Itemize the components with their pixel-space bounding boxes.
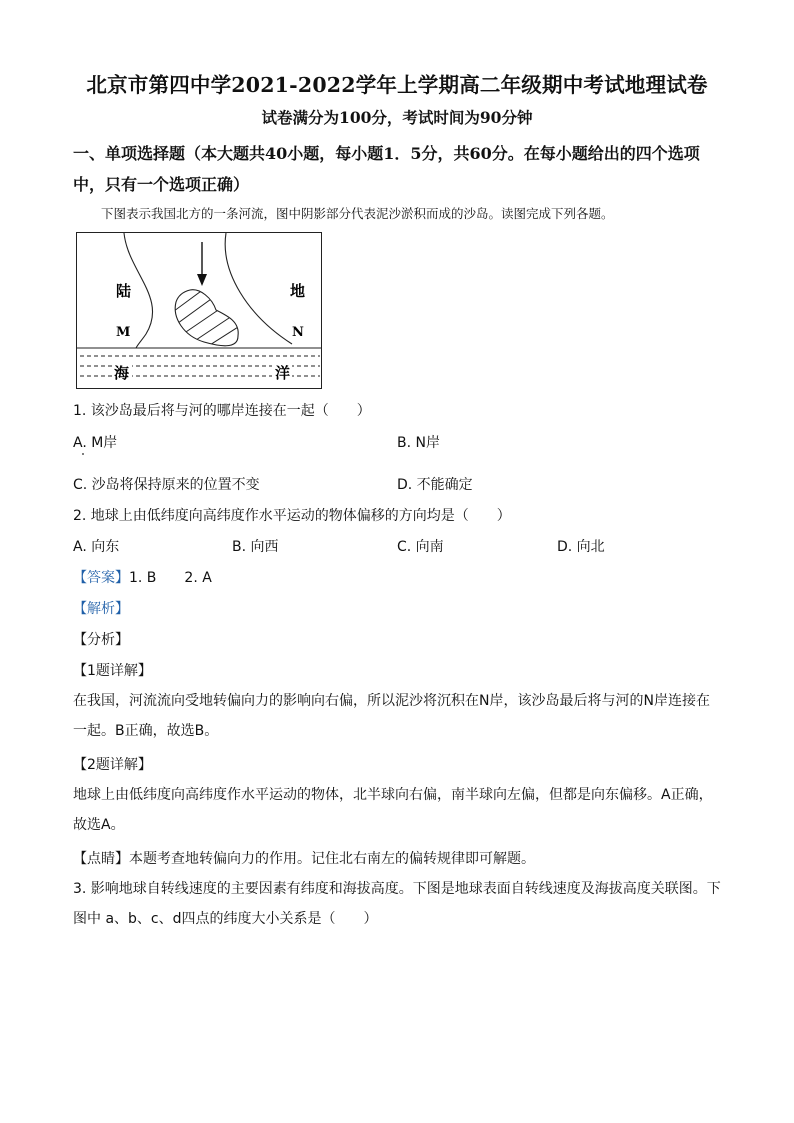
detail-1-label: 【1题详解】 bbox=[73, 663, 152, 679]
dianjing-label: 【点睛】 bbox=[73, 851, 129, 867]
question-2-option-a: A. 向东 bbox=[73, 539, 120, 555]
label-sea-left: 海 bbox=[114, 364, 130, 382]
answer-label: 【答案】 bbox=[73, 570, 129, 586]
question-1-option-a: A. M岸 bbox=[73, 435, 118, 451]
answer-row bbox=[73, 567, 212, 587]
question-2-option-b: B. 向西 bbox=[232, 539, 279, 555]
fenxi-label: 【分析】 bbox=[73, 632, 129, 648]
label-bank-m: M bbox=[116, 325, 131, 340]
answer-text: 1. B 2. A bbox=[129, 570, 212, 586]
page-title: 北京市第四中学2021-2022学年上学期高二年级期中考试地理试卷 bbox=[86, 73, 708, 97]
label-bank-n: N bbox=[292, 325, 304, 340]
exam-subtitle: 试卷满分为100分，考试时间为90分钟 bbox=[261, 108, 533, 127]
question-1-option-d: D. 不能确定 bbox=[397, 477, 473, 493]
dianjing-text: 本题考查地转偏向力的作用。记住北右南左的偏转规律即可解题。 bbox=[129, 851, 535, 867]
question-1-option-b: B. N岸 bbox=[397, 435, 440, 451]
question-2-option-c: C. 向南 bbox=[397, 539, 444, 555]
stray-dot bbox=[82, 453, 84, 455]
river-sand-island-figure bbox=[76, 232, 322, 390]
label-land-right: 地 bbox=[290, 282, 306, 300]
question-1-stem: 1. 该沙岛最后将与河的哪岸连接在一起（ ） bbox=[73, 403, 371, 419]
label-sea-right: 洋 bbox=[275, 364, 291, 382]
question-3-stem: 3. 影响地球自转线速度的主要因素有纬度和海拔高度。下图是地球表面自转线速度及海拔高度关联图。下图中 a、b、c、d四点的纬度大小关系是（ ） bbox=[73, 881, 721, 927]
section-heading: 一、单项选择题（本大题共40小题，每小题1．5分，共60分。在每小题给出的四个选项中，只有一个选项正确） bbox=[73, 144, 700, 194]
analysis-label: 【解析】 bbox=[73, 601, 129, 617]
detail-1-text: 在我国，河流流向受地转偏向力的影响向右偏，所以泥沙将沉积在N岸，该沙岛最后将与河的N岸连接在一起。B正确，故选B。 bbox=[73, 693, 710, 739]
question-1-option-c: C. 沙岛将保持原来的位置不变 bbox=[73, 477, 260, 493]
label-land-left: 陆 bbox=[116, 282, 132, 300]
dianjing-row bbox=[73, 848, 535, 868]
question-2-stem: 2. 地球上由低纬度向高纬度作水平运动的物体偏移的方向均是（ ） bbox=[73, 508, 511, 524]
question-2-option-d: D. 向北 bbox=[557, 539, 605, 555]
detail-2-label: 【2题详解】 bbox=[73, 757, 152, 773]
detail-2-text: 地球上由低纬度向高纬度作水平运动的物体，北半球向右偏，南半球向左偏，但都是向东偏移。A正确，故选A。 bbox=[73, 787, 713, 833]
question-intro: 下图表示我国北方的一条河流，图中阴影部分代表泥沙淤积而成的沙岛。读图完成下列各题。 bbox=[101, 206, 614, 221]
